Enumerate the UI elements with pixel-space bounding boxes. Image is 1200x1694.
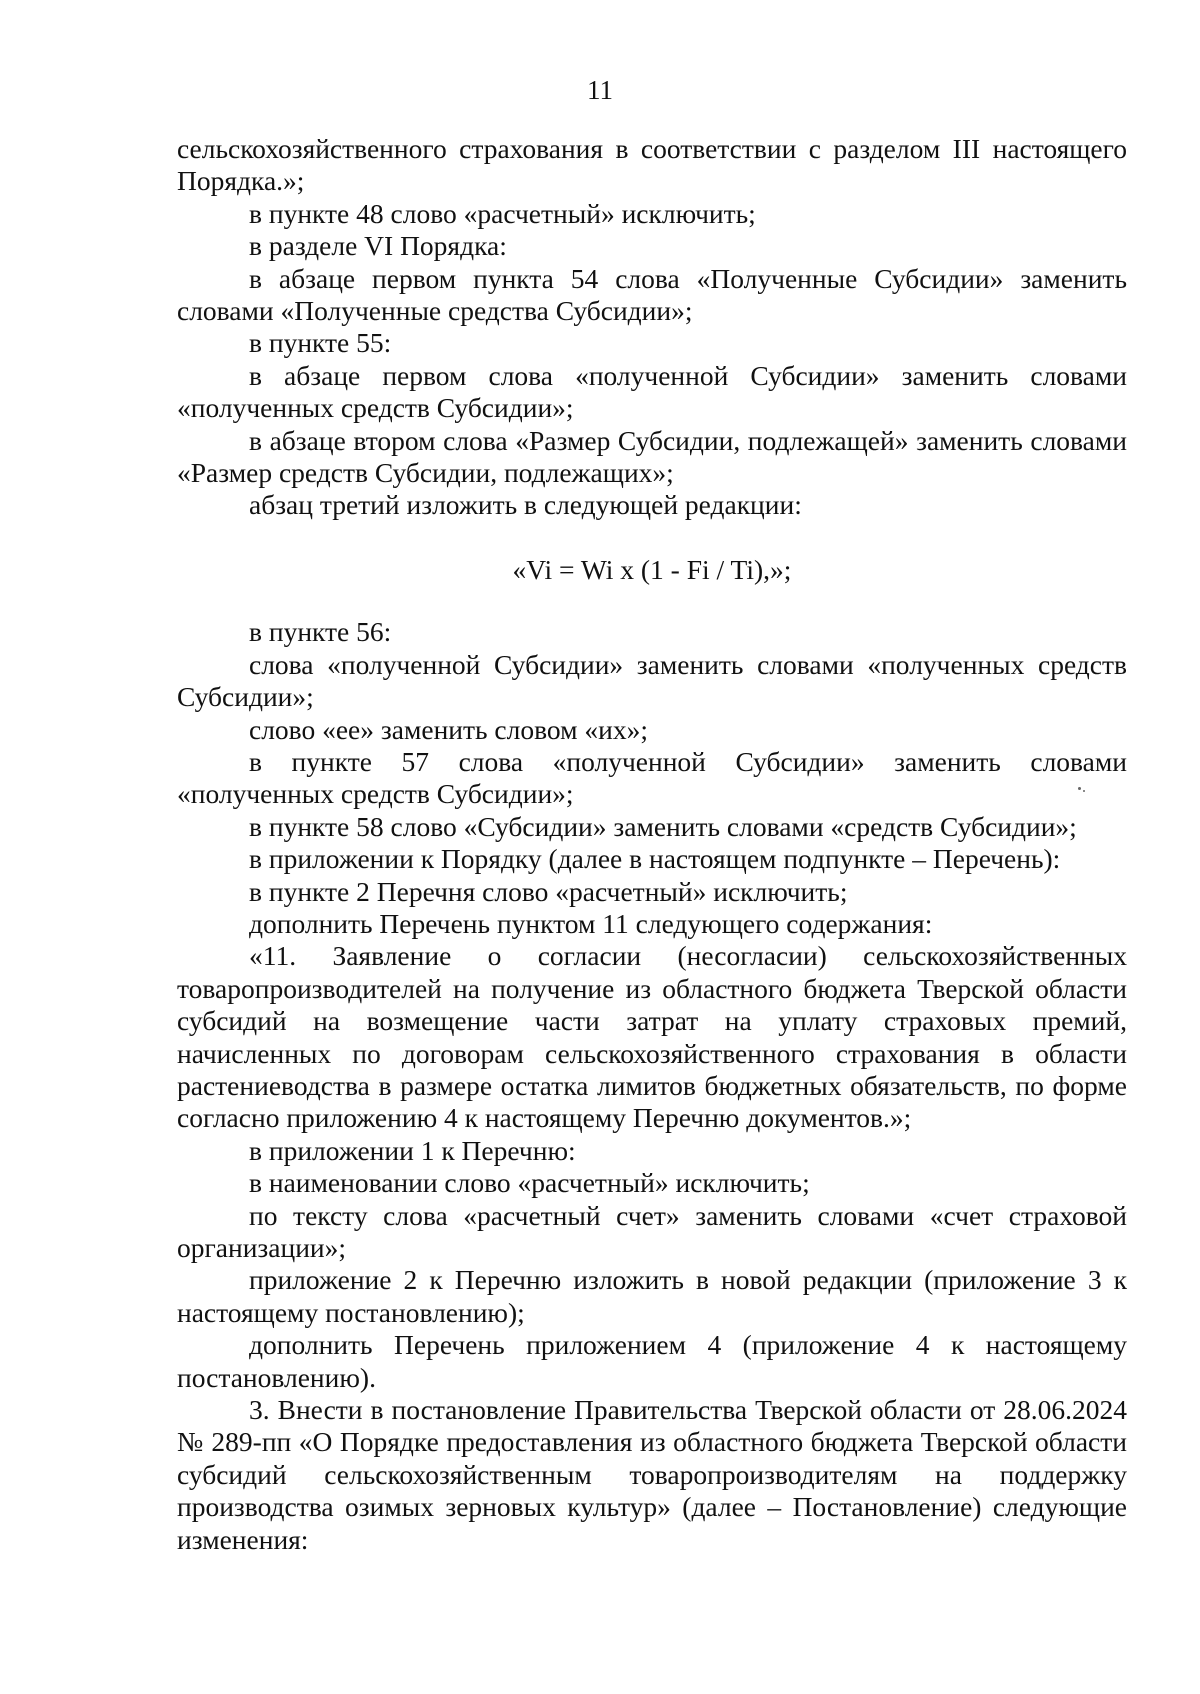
paragraph: сельскохозяйственного страхования в соответствии с разделом III настоящего Порядка.»; [177, 133, 1127, 197]
paragraph: в абзаце втором слова «Размер Субсидии, подлежащей» заменить словами «Размер средств Субсидии, подлежащих»; [177, 424, 1127, 489]
paragraph: «11. Заявление о согласии (несогласии) сельскохозяйственных товаропроизводителей на получение из областного бюджета Тверской области субсидий на возмещение части затрат на уплату страховых премий, начисленных по договорам сельскохозяйственного страхования в области растениеводства в размере остатка лимитов бюджетных обязательств, по форме согласно приложению 4 к настоящему Перечню документов.»; [177, 940, 1127, 1134]
paragraph: в пункте 56: [249, 616, 392, 648]
document-body [177, 133, 1127, 1556]
paragraph: в абзаце первом пункта 54 слова «Полученные Субсидии» заменить словами «Полученные средства Субсидии»; [177, 262, 1127, 327]
paragraph: в наименовании слово «расчетный» исключить; [249, 1167, 810, 1199]
paragraph: 3. Внести в постановление Правительства Тверской области от 28.06.2024 № 289-пп «О Порядке предоставления из областного бюджета Тверской области субсидий сельскохозяйственным товаропроизводителям на поддержку производства озимых зерновых культур» (далее – Постановление) следующие изменения: [177, 1394, 1127, 1555]
paragraph: в пункте 55: [249, 327, 392, 359]
paragraph: в пункте 2 Перечня слово «расчетный» исключить; [249, 875, 848, 907]
paragraph: в пункте 57 слова «полученной Субсидии» заменить словами «полученных средств Субсидии»; [177, 745, 1127, 810]
scan-speck [1078, 787, 1081, 790]
paragraph: в разделе VI Порядка: [249, 230, 507, 262]
paragraph: в пункте 58 слово «Субсидии» заменить словами «средств Субсидии»; [249, 810, 1077, 842]
paragraph: по тексту слова «расчетный счет» заменить словами «счет страховой организации»; [177, 1199, 1127, 1263]
paragraph: слова «полученной Субсидии» заменить словами «полученных средств Субсидии»; [177, 648, 1127, 713]
paragraph: в абзаце первом слова «полученной Субсидии» заменить словами «полученных средств Субсидии»; [177, 359, 1127, 424]
scan-speck [1083, 790, 1085, 792]
formula: «Vi = Wi x (1 - Fi / Ti),»; [512, 553, 792, 585]
paragraph: в приложении к Порядку (далее в настоящем подпункте – Перечень): [249, 843, 1061, 875]
page-number: 11 [587, 75, 613, 105]
paragraph: слово «ее» заменить словом «их»; [249, 713, 649, 745]
paragraph: абзац третий изложить в следующей редакции: [249, 489, 802, 521]
paragraph: в пункте 48 слово «расчетный» исключить; [249, 197, 756, 229]
paragraph: дополнить Перечень пунктом 11 следующего содержания: [249, 907, 933, 939]
paragraph: дополнить Перечень приложением 4 (приложение 4 к настоящему постановлению). [177, 1329, 1127, 1393]
paragraph: приложение 2 к Перечню изложить в новой редакции (приложение 3 к настоящему постановлению); [177, 1264, 1127, 1328]
paragraph: в приложении 1 к Перечню: [249, 1134, 576, 1166]
